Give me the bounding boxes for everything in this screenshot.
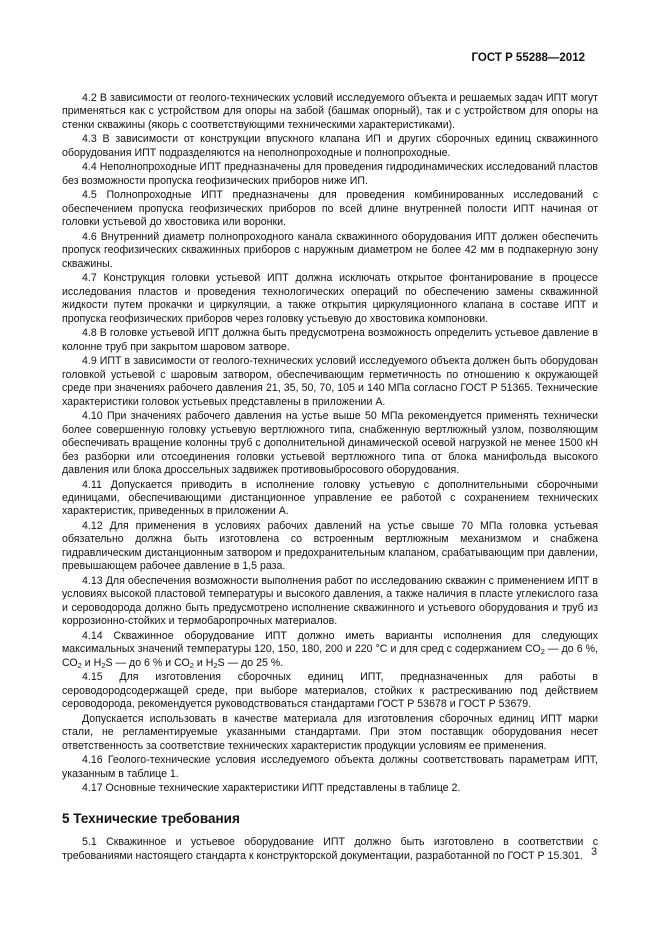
paragraph-4-4: 4.4 Неполнопроходные ИПТ предназначены для проведения гидродинамических исследований пластов без возможности пропуска геофизических приборов ниже ИП. <box>62 161 598 187</box>
section-5-title: 5 Технические требования <box>62 810 240 826</box>
p414-part-c: и Н <box>81 656 102 669</box>
paragraph-4-7: 4.7 Конструкция головки устьевой ИПТ должна исключать открытое фонтанирование в процессе исследования пластов и проведения технологических операций по обеспечению замены скважинной жидкости путем прокачки и циркуляции, а также открытия циркуляционного клапана в составе ИПТ и пропуска геофизических приборов через головку устьевую до хвостовика компоновки. <box>62 272 598 325</box>
paragraph-allowance: Допускается использовать в качестве материала для изготовления сборочных единиц ИПТ марки стали, не регламентируемые указанными стандартами. При этом поставщик оборудования несет ответственность за соответствие технических характеристик продукции условиям ее применения. <box>62 712 598 752</box>
paragraph-4-5: 4.5 Полнопроходные ИПТ предназначены для проведения комбинированных исследований с обеспечением пропуска геофизических приборов по всей длине внутренней полости ИПТ начиная от головки устьевой до хвостовика или воронки. <box>62 189 598 229</box>
paragraph-5-1: 5.1 Скважинное и устьевое оборудование ИПТ должно быть изготовлено в соответствии с требованиями настоящего стандарта к конструкторской документации, разработанной по ГОСТ Р 15.301. <box>62 836 598 862</box>
page-number: 3 <box>591 846 597 858</box>
paragraph-4-13: 4.13 Для обеспечения возможности выполнения работ по исследованию скважин с применением ИПТ в условиях высокой пластовой температуры и высокого давления, а также наличия в пласте углекислого газа и сероводорода должно быть предусмотрено исполнение скважинного и устьевого оборудования и труб из коррозионно-стойких и термобаропрочных материалов. <box>62 574 598 628</box>
p414-part-c2: и Н <box>193 656 214 669</box>
paragraph-4-2: 4.2 В зависимости от геолого-технических условий исследуемого объекта и решаемых задач ИПТ могут применяться как с устройством для опоры на забой (башмак опорный), так и с устройством для опоры на стенки скважины (якорь с соответствующими техническими характеристиками). <box>62 92 598 131</box>
sub-2: 2 <box>189 660 194 670</box>
paragraph-4-10: 4.10 При значениях рабочего давления на устье выше 50 МПа рекомендуется применять технически более совершенную головку устьевую вертлюжного типа, снабженную вертлюжный узлом, позволяющим обеспечивать вращение колонны труб с дополнительной динамической осевой нагрузкой не менее 1500 кН без разборки или отсоединения головки устьевой вертлюжного типа от блока манифольда высокого давления или блока дроссельных задвижек противовыбросового оборудования. <box>62 410 598 476</box>
paragraph-4-8: 4.8 В головке устьевой ИПТ должна быть предусмотрена возможность определить устьевое давление в колонне труб при закрытом шаровом затворе. <box>62 327 598 353</box>
paragraph-4-3: 4.3 В зависимости от конструкции впускного клапана ИП и других сборочных единиц скважинного оборудования ИПТ подразделяются на неполнопроходные и полнопроходные. <box>62 133 598 159</box>
paragraph-4-6: 4.6 Внутренний диаметр полнопроходного канала скважинного оборудования ИПТ должен обеспечить пропуск геофизических скважинных приборов с наружным диаметром не более 42 мм в подпакерную зону скважины. <box>62 230 598 270</box>
paragraph-4-11: 4.11 Допускается приводить в исполнение головку устьевую с дополнительными сборочными единицами, обеспечивающими дистанционное управление ее работой с сохранением технических характеристик, приведенных в приложении А. <box>62 478 598 518</box>
paragraph-4-14 <box>62 630 598 670</box>
main-text <box>62 92 598 864</box>
paragraph-4-16: 4.16 Геолого-технические условия исследуемого объекта должны соответствовать параметрам ИПТ, указанным в таблице 1. <box>62 754 598 780</box>
p414-part-d: S — до 6 % и СО <box>105 656 190 669</box>
sub-2: 2 <box>101 660 106 670</box>
sub-2: 2 <box>77 660 82 670</box>
standard-header: ГОСТ Р 55288—2012 <box>471 52 585 64</box>
paragraph-4-9: 4.9 ИПТ в зависимости от геолого-технических условий исследуемого объекта должен быть оборудован головкой устьевой с шаровым затвором, обеспечивающим герметичность по отношению к окружающей среде при значениях рабочего давления 21, 35, 50, 70, 105 и 140 МПа согласно ГОСТ Р 51365. Технические характеристики головок устьевых представлены в приложении А. <box>62 355 598 408</box>
sub-2: 2 <box>213 660 218 670</box>
p414-part-e: S — до 25 %. <box>217 656 284 669</box>
sub-2: 2 <box>540 647 545 657</box>
paragraph-4-17: 4.17 Основные технические характеристики ИПТ представлены в таблице 2. <box>82 782 461 795</box>
paragraph-4-12: 4.12 Для применения в условиях рабочих давлений на устье свыше 70 МПа головка устьевая обязательно должна быть изготовлена со встроенным вертлюжным механизмом и снабжена гидравлическим дистанционным затвором и предохранительным клапаном, срабатывающим при давлении, превышающем рабочее давление в 1,5 раза. <box>62 519 598 573</box>
paragraph-4-15: 4.15 Для изготовления сборочных единиц ИПТ, предназначенных для работы в сероводородсодержащей среде, при выборе материалов, стойких к растрескиванию под действием сероводорода, рекомендуется руководствоваться стандартами ГОСТ Р 53678 и ГОСТ Р 53679. <box>62 671 598 711</box>
p414-part-b: — до 6 %, СО <box>62 643 598 669</box>
p414-part-a: 4.14 Скважинное оборудование ИПТ должно иметь варианты исполнения для следующих максимальных значений температуры 120, 150, 180, 200 и 220 °С и для сред с содержанием СО <box>62 629 598 656</box>
